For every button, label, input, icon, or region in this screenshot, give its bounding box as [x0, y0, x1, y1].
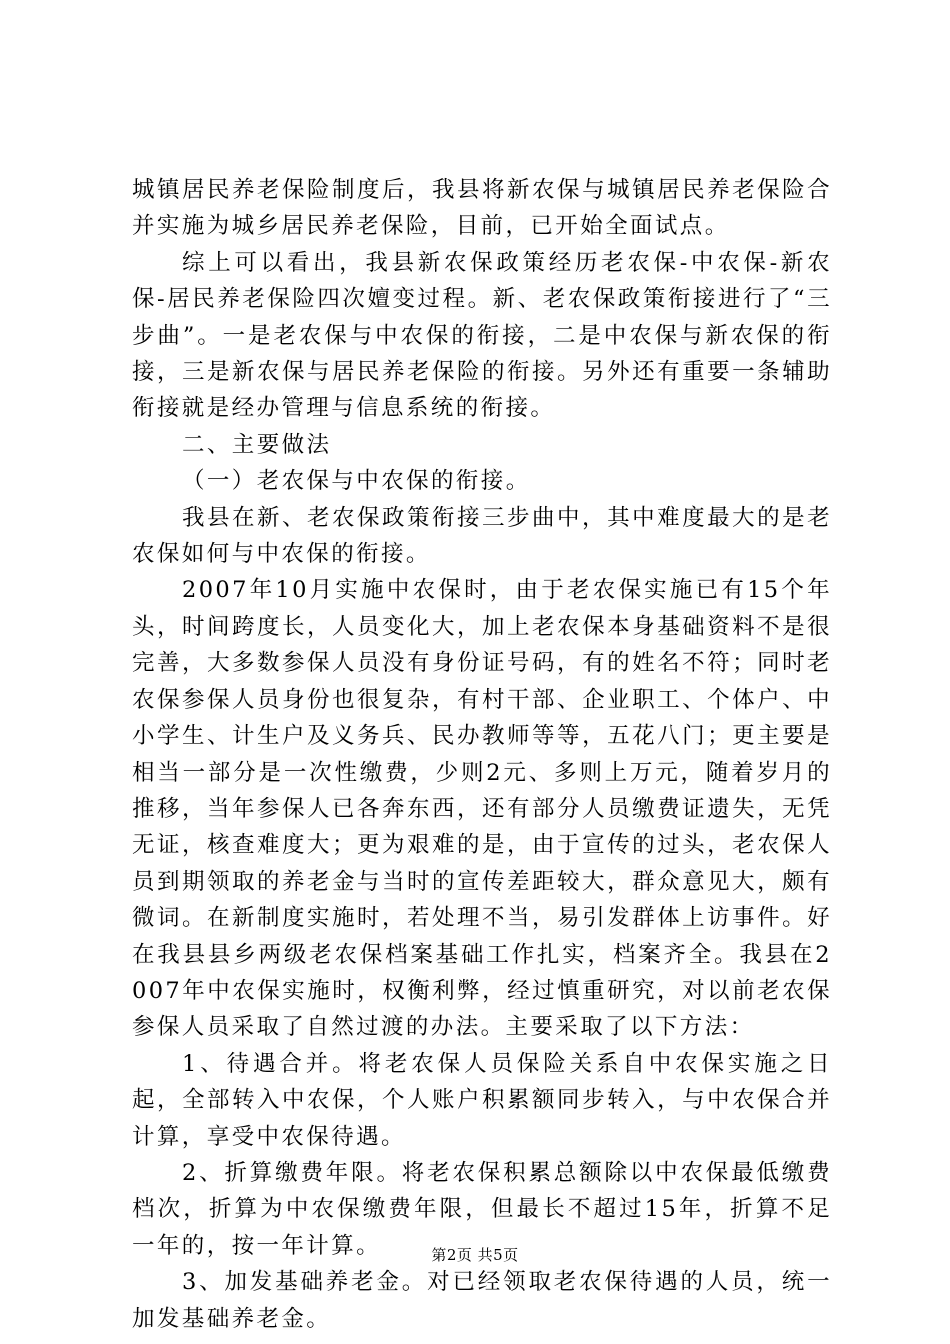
document-body: [132, 172, 832, 1337]
paragraph-difficulty: 我县在新、老农保政策衔接三步曲中，其中难度最大的是老农保如何与中农保的衔接。: [132, 504, 832, 568]
page-number-footer: 第2页 共5页: [431, 1246, 519, 1264]
paragraph-2007-background: 2007年10月实施中农保时，由于老农保实施已有15个年头，时间跨度长，人员变化大，加上老农保本身基础资料不是很完善，大多数参保人员没有身份证号码，有的姓名不符；同时老农保参保人员身份也很复杂，有村干部、企业职工、个体户、中小学生、计生户及义务兵、民办教师等等，五花八门；更主要是相当一部分是一次性缴费，少则2元、多则上万元，随着岁月的推移，当年参保人已各奔东西，还有部分人员缴费证遗失，无凭无证，核查难度大；更为艰难的是，由于宣传的过头，老农保人员到期领取的养老金与当时的宣传差距较大，群众意见大，颇有微词。在新制度实施时，若处理不当，易引发群体上访事件。好在我县县乡两级老农保档案基础工作扎实，档案齐全。我县在2007年中农保实施时，权衡利弊，经过慎重研究，对以前老农保参保人员采取了自然过渡的办法。主要采取了以下方法：: [132, 577, 832, 1041]
paragraph-summary: 综上可以看出，我县新农保政策经历老农保-中农保-新农保-居民养老保险四次嬗变过程。新、老农保政策衔接进行了“三步曲”。一是老农保与中农保的衔接，二是中农保与新农保的衔接，三是新农保与居民养老保险的衔接。另外还有重要一条辅助衔接就是经办管理与信息系统的衔接。: [132, 249, 832, 422]
list-item-2: 2、折算缴费年限。将老农保积累总额除以中农保最低缴费档次，折算为中农保缴费年限，但最长不超过15年，折算不足一年的，按一年计算。: [132, 1159, 832, 1259]
paragraph-continuation: 城镇居民养老保险制度后，我县将新农保与城镇居民养老保险合并实施为城乡居民养老保险，目前，已开始全面试点。: [132, 177, 832, 240]
list-item-1: 1、待遇合并。将老农保人员保险关系自中农保实施之日起，全部转入中农保，个人账户积累额同步转入，与中农保合并计算，享受中农保待遇。: [132, 1050, 832, 1150]
subsection-heading-1: （一）老农保与中农保的衔接。: [182, 468, 531, 495]
section-heading-main-practices: 二、主要做法: [182, 431, 332, 458]
list-item-3: 3、加发基础养老金。对已经领取老农保待遇的人员，统一加发基础养老金。: [132, 1269, 832, 1332]
